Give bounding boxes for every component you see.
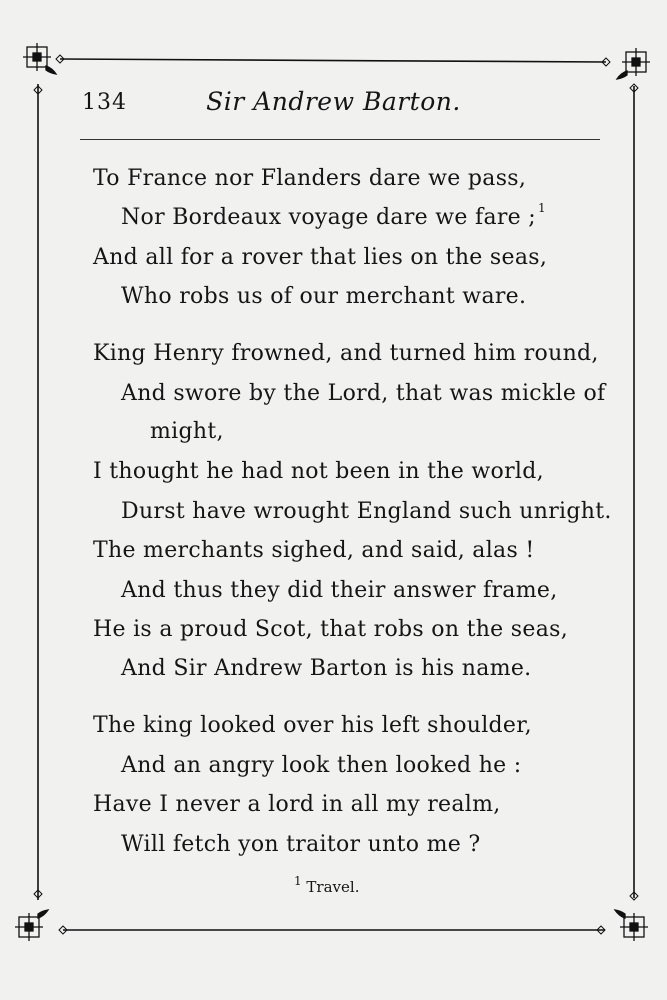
poem-line: And all for a rover that lies on the seas, bbox=[93, 245, 548, 270]
poem-line: He is a proud Scot, that robs on the seas, bbox=[93, 617, 569, 642]
poem-line: The merchants sighed, and said, alas ! bbox=[93, 538, 535, 563]
poem-line: And thus they did their answer frame, bbox=[121, 578, 558, 603]
poem-line: The king looked over his left shoulder, bbox=[93, 713, 532, 738]
header-rule bbox=[80, 139, 600, 140]
poem-line: Will fetch yon traitor unto me ? bbox=[121, 832, 481, 857]
footnote-text: Travel. bbox=[306, 878, 360, 896]
poem-line: King Henry frowned, and turned him round, bbox=[93, 341, 599, 366]
poem-line: Who robs us of our merchant ware. bbox=[121, 284, 527, 309]
poem-line: might, bbox=[150, 419, 224, 444]
poem-line: Have I never a lord in all my realm, bbox=[93, 792, 501, 817]
running-title: Sir Andrew Barton. bbox=[206, 87, 461, 116]
poem-line: Nor Bordeaux voyage dare we fare ; $^1$ bbox=[121, 201, 546, 230]
poem-line: I thought he had not been in the world, bbox=[93, 459, 544, 484]
corner-ornament-top-right bbox=[617, 48, 650, 79]
poem-line: Durst have wrought England such unright. bbox=[121, 499, 612, 524]
footnote-reference: 1 bbox=[538, 201, 546, 215]
poem-line: To France nor Flanders dare we pass, bbox=[93, 166, 527, 191]
poem-line: And swore by the Lord, that was mickle of bbox=[121, 381, 606, 406]
corner-ornament-bottom-left bbox=[15, 910, 48, 941]
poem-line: And Sir Andrew Barton is his name. bbox=[121, 656, 532, 681]
corner-ornament-top-left bbox=[23, 43, 56, 74]
footnote bbox=[292, 874, 360, 896]
page-number: 134 bbox=[82, 90, 127, 115]
footnote-marker: 1 bbox=[294, 874, 302, 888]
corner-ornament-bottom-right bbox=[615, 910, 648, 941]
poem-line: And an angry look then looked he : bbox=[121, 753, 522, 778]
